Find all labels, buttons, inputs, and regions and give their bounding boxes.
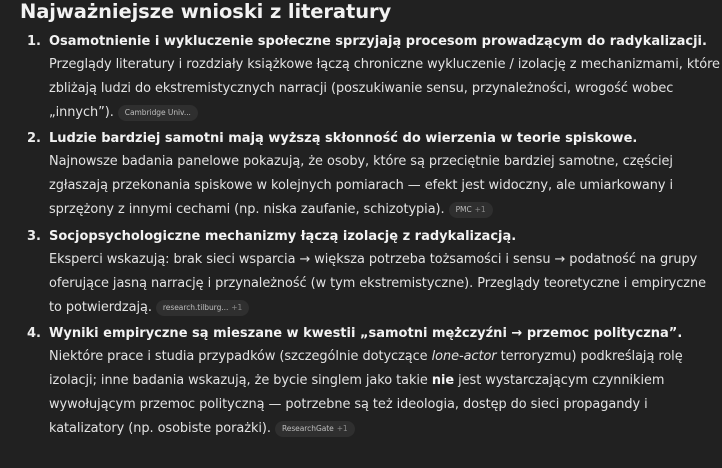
citation-source: Cambridge Univ... xyxy=(124,108,191,118)
finding-text-strong: nie xyxy=(431,372,455,388)
finding-heading: Socjopsychologiczne mechanizmy łączą izolację z radykalizacją. xyxy=(49,228,517,244)
citation-more-count: +1 xyxy=(231,302,243,312)
citation-more-count: +1 xyxy=(336,424,348,434)
finding-heading: Osamotnienie i wykluczenie społeczne sprzyjają procesom prowadzącym do radykalizacji. xyxy=(49,34,707,49)
finding-body xyxy=(49,53,722,125)
citation-chip[interactable] xyxy=(118,105,198,121)
finding-number: 1. xyxy=(27,34,41,49)
citation-chip[interactable] xyxy=(156,300,249,316)
finding-number: 2. xyxy=(27,131,41,147)
finding-text: Niektóre prace i studia przypadków (szczególnie dotyczące xyxy=(49,348,432,364)
finding-body xyxy=(49,150,722,222)
findings-list xyxy=(20,32,722,441)
finding-number: 4. xyxy=(27,325,41,341)
finding-body xyxy=(49,248,722,320)
citation-chip[interactable] xyxy=(449,202,493,218)
finding-text: terroryzmu) podkreślają rolę izolacji; inne badania wskazują, że bycie singlem jako takie xyxy=(49,348,683,388)
citation-chip[interactable] xyxy=(275,421,355,437)
citation-source: PMC xyxy=(455,205,472,215)
finding-number: 3. xyxy=(27,228,41,244)
finding-item xyxy=(20,324,722,441)
finding-text: Przeglądy literatury i rozdziały książkowe łączą chroniczne wykluczenie / izolację z mechanizmami, które zbliżają ludzi do ekstremistycznych narracji (poszukiwanie sensu, przynależności, wrogość wobec „innych”). xyxy=(49,57,720,121)
finding-text-emphasis: lone-actor xyxy=(431,348,497,364)
finding-heading: Ludzie bardziej samotni mają wyższą skłonność do wierzenia w teorie spiskowe. xyxy=(49,131,638,147)
citation-source: ResearchGate xyxy=(281,424,334,434)
citation-source: research.tilburg... xyxy=(162,302,229,312)
finding-heading: Wyniki empiryczne są mieszane w kwestii „samotni mężczyźni → przemoc polityczna”. xyxy=(49,325,683,341)
finding-text: jest wystarczającym czynnikiem wywołującym przemoc polityczną — potrzebne są też ideologia, dostęp do sieci propagandy i katalizatory (np. osobiste porażki). xyxy=(49,372,665,437)
finding-item xyxy=(20,129,722,222)
section-title: Najważniejsze wnioski z literatury xyxy=(20,0,392,23)
finding-text: Najnowsze badania panelowe pokazują, że osoby, które są przeciętnie bardziej samotne, częściej zgłaszają przekonania spiskowe w kolejnych pomiarach — efekt jest widoczny, ale umiarkowany i sprzężony z innymi cechami (np. niska zaufanie, schizotypia). xyxy=(49,154,674,218)
finding-item xyxy=(20,227,722,320)
finding-body xyxy=(49,345,722,441)
citation-more-count: +1 xyxy=(474,205,486,215)
finding-item xyxy=(20,32,722,125)
finding-text: Eksperci wskazują: brak sieci wsparcia → większa potrzeba tożsamości i sensu → podatność na grupy oferujące jasną narrację i przynależność (w tym ekstremistyczne). Przeglądy teoretyczne i empiryczne to potwierdzają. xyxy=(49,251,707,315)
